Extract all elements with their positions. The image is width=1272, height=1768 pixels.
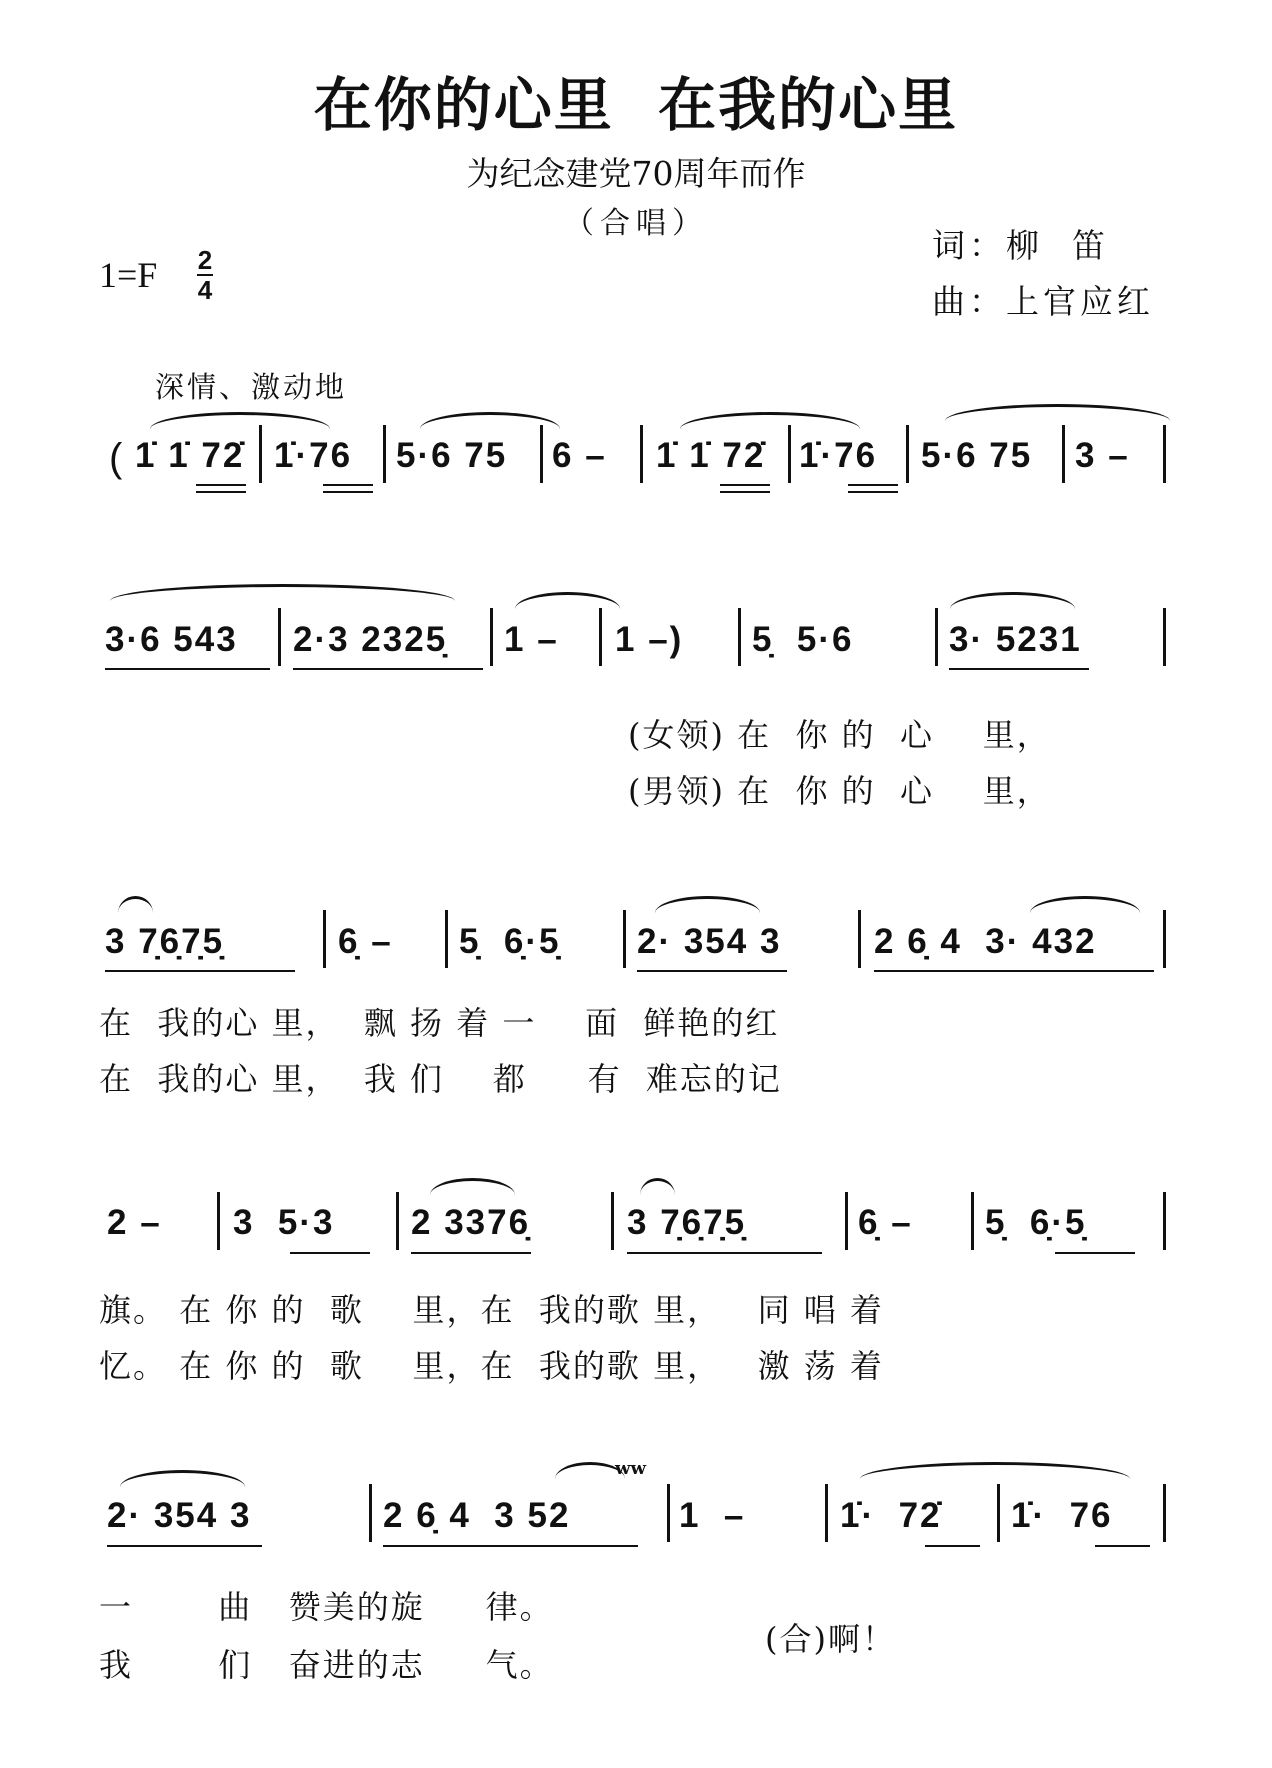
beam xyxy=(720,491,770,493)
bar-line xyxy=(623,910,626,968)
bar-line xyxy=(1163,910,1166,968)
measure: 6̣ – xyxy=(858,1203,913,1242)
bar-line xyxy=(1163,1192,1166,1250)
bar-line xyxy=(611,1192,614,1250)
lyricist: 词：柳 笛 xyxy=(932,226,1109,265)
slur xyxy=(120,1470,245,1487)
measure: 6̣ – xyxy=(338,922,393,961)
beam xyxy=(105,668,270,670)
bar-line xyxy=(369,1484,372,1542)
time-bottom: 4 xyxy=(197,275,213,305)
beam xyxy=(1055,1252,1135,1254)
measure: 5·6 75 xyxy=(396,436,508,475)
measure: 5̣ 5·6 xyxy=(752,620,854,659)
bar-line xyxy=(599,608,602,666)
measure: 2· 354 3 xyxy=(107,1496,252,1535)
tempo-marking: 深情、激动地 xyxy=(155,370,348,404)
slur xyxy=(945,404,1170,421)
measure: 2 3376̣ xyxy=(411,1203,531,1242)
bar-line xyxy=(788,425,791,483)
bar-line xyxy=(738,608,741,666)
time-top: 2 xyxy=(197,245,213,275)
slur xyxy=(150,412,330,429)
beam xyxy=(1095,1545,1150,1547)
measure: 1̇· 72̇ xyxy=(840,1496,942,1535)
slur xyxy=(1030,896,1140,913)
mordent-icon: ww xyxy=(615,1458,646,1479)
measure: 1 –) xyxy=(615,620,684,659)
bar-line xyxy=(383,425,386,483)
bar-line xyxy=(445,910,448,968)
measure: 2· 354 3 xyxy=(637,922,782,961)
composer: 曲：上官应红 xyxy=(932,282,1154,321)
measure: 5·6 75 xyxy=(921,436,1033,475)
measure: 5̣ 6̣·5̣ xyxy=(459,922,561,961)
measure: 6 – xyxy=(552,436,607,475)
bar-line xyxy=(640,425,643,483)
bar-line xyxy=(858,910,861,968)
beam xyxy=(105,970,295,972)
lyric-line-1: 一 曲 赞美的旋 律。 xyxy=(99,1588,554,1626)
beam xyxy=(848,484,898,486)
lyric-line-1: 旗。 在 你 的 歌 里，在 我的歌 里， 同 唱 着 xyxy=(99,1291,884,1329)
beam xyxy=(383,1545,638,1547)
lyric-line-2: 我 们 奋进的志 气。 xyxy=(99,1646,554,1684)
beam xyxy=(925,1545,980,1547)
bar-line xyxy=(971,1192,974,1250)
beam xyxy=(874,970,1154,972)
measure: 1̇·76 xyxy=(799,436,878,475)
bar-line xyxy=(825,1484,828,1542)
measure: 3·6 543 xyxy=(105,620,238,659)
measure: 3 7̣6̣7̣5̣ xyxy=(627,1203,747,1242)
measure: 3 – xyxy=(1075,436,1130,475)
bar-line xyxy=(845,1192,848,1250)
measure: 2 6̣ 4 3· 432 xyxy=(874,922,1097,961)
measure: 5̣ 6̣·5̣ xyxy=(985,1203,1087,1242)
beam xyxy=(411,1252,531,1254)
beam xyxy=(323,491,373,493)
bar-line xyxy=(906,425,909,483)
bar-line xyxy=(1062,425,1065,483)
beam xyxy=(196,484,246,486)
bar-line xyxy=(490,608,493,666)
chorus-cue: (合)啊！ xyxy=(765,1620,896,1658)
bar-line xyxy=(323,910,326,968)
bar-line xyxy=(278,608,281,666)
measure: 1 – xyxy=(504,620,559,659)
slur xyxy=(860,1462,1130,1479)
beam xyxy=(293,668,483,670)
time-signature xyxy=(197,246,213,304)
lyric-line-2: (男领) 在 你 的 心 里， xyxy=(628,772,1051,810)
bar-line xyxy=(935,608,938,666)
beam xyxy=(720,484,770,486)
bar-line xyxy=(540,425,543,483)
lyric-line-1: 在 我的心 里， 飘 扬 着 一 面 鲜艳的红 xyxy=(99,1004,780,1042)
measure: 3 7̣6̣7̣5̣ xyxy=(105,922,225,961)
slur xyxy=(640,1178,675,1195)
beam xyxy=(637,970,787,972)
measure: 3· 5231 xyxy=(949,620,1082,659)
slur xyxy=(515,592,620,609)
measure: 1̇ 1̇ 72̇ xyxy=(135,436,245,475)
beam xyxy=(290,1252,370,1254)
beam xyxy=(107,1545,262,1547)
measure: 1 – xyxy=(679,1496,746,1535)
paren-open: ( xyxy=(109,436,125,480)
key-signature: 1=F xyxy=(99,255,158,295)
bar-line xyxy=(997,1484,1000,1542)
bar-line xyxy=(259,425,262,483)
beam xyxy=(627,1252,822,1254)
slur xyxy=(680,412,860,429)
song-title: 在你的心里 在我的心里 xyxy=(313,71,959,139)
measure: 2 6̣ 4 3 52 xyxy=(383,1496,571,1535)
measure: 2 – xyxy=(107,1203,162,1242)
measure: 1̇· 76 xyxy=(1011,1496,1113,1535)
measure: 1̇·76 xyxy=(274,436,353,475)
subtitle: 为纪念建党70周年而作 xyxy=(466,154,806,193)
lyric-line-1: (女领) 在 你 的 心 里， xyxy=(628,716,1051,754)
lyric-line-2: 在 我的心 里， 我 们 都 有 难忘的记 xyxy=(99,1060,782,1098)
bar-line xyxy=(667,1484,670,1542)
bar-line xyxy=(1163,1484,1166,1542)
slur xyxy=(110,584,455,601)
bar-line xyxy=(1163,608,1166,666)
slur xyxy=(655,896,760,913)
beam xyxy=(949,668,1089,670)
beam xyxy=(848,491,898,493)
slur xyxy=(430,1178,515,1195)
lyric-line-2: 忆。 在 你 的 歌 里，在 我的歌 里， 激 荡 着 xyxy=(99,1347,884,1385)
measure: 1̇ 1̇ 72̇ xyxy=(656,436,766,475)
beam xyxy=(196,491,246,493)
bar-line xyxy=(1163,425,1166,483)
performance-type: （合唱） xyxy=(564,206,708,241)
slur xyxy=(950,592,1075,609)
measure: 3 5·3 xyxy=(233,1203,335,1242)
beam xyxy=(323,484,373,486)
bar-line xyxy=(396,1192,399,1250)
measure: 2·3 2325̣ xyxy=(293,620,448,659)
slur xyxy=(118,896,153,913)
bar-line xyxy=(217,1192,220,1250)
slur xyxy=(420,412,560,429)
